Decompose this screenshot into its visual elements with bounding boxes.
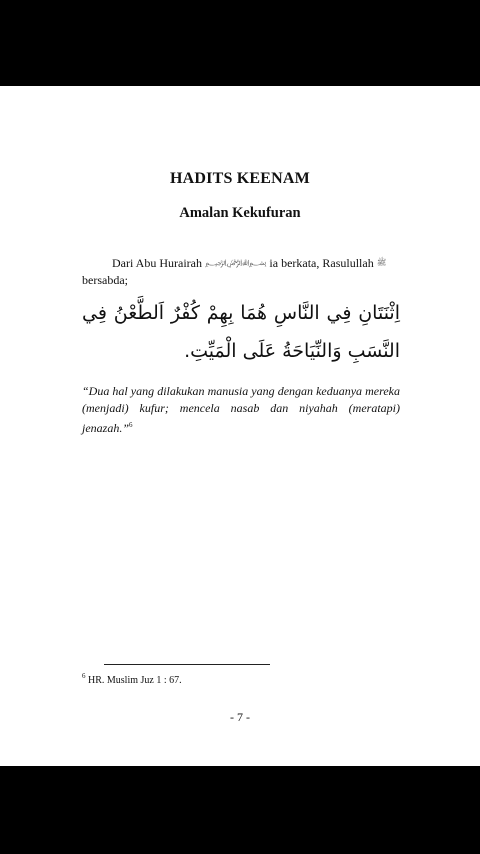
footnote-reference[interactable]: 6 [129,421,133,429]
translation-text: “Dua hal yang dilakukan manusia yang dengan keduanya mereka (menjadi) kufur; mencela nasab dan niyahah (meratapi) jenazah.” [82,384,400,435]
narration-prefix: Dari Abu Hurairah [112,256,202,270]
document-page [0,86,480,766]
radhiyallahu-anhu-icon: ﷽ [204,258,267,267]
hadith-arabic-text: اِثْنَتَانِ فِي النَّاسِ هُمَا بِهِمْ كُفْرٌ اَلطَّعْنُ فِي النَّسَبِ وَالنِّيَاحَةُ عَلَى الْمَيِّتِ. [82,302,400,362]
chapter-title: HADITS KEENAM [170,170,310,187]
narration-paragraph [82,254,398,289]
footnote-marker: 6 [82,672,86,680]
hadith-translation [82,383,400,437]
top-letterbox [0,0,480,86]
page-number: - 7 - [230,710,250,724]
bottom-letterbox [0,766,480,854]
narration-suffix: bersabda; [82,273,128,287]
footnote-divider [104,664,270,665]
narration-middle: ia berkata, Rasulullah [269,256,374,270]
footnote-text: HR. Muslim Juz 1 : 67. [88,675,182,686]
chapter-subtitle: Amalan Kekufuran [179,205,301,221]
shallallahu-alaihi-wasallam-icon: ﷺ [376,258,387,267]
footnote [82,672,182,686]
